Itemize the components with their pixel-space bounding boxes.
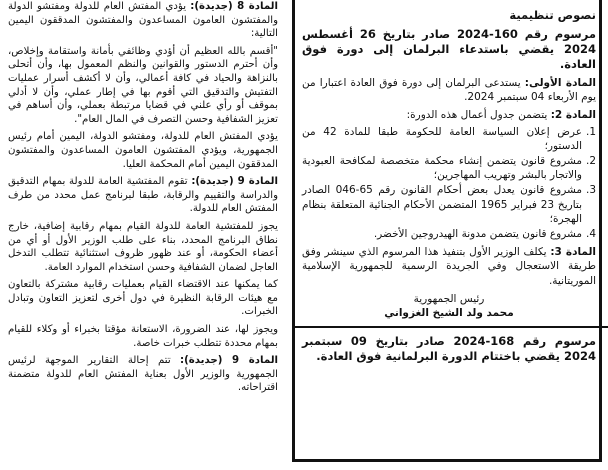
decree-1-title: مرسوم رقم 160-2024 صادر بتاريخ 26 أغسطس 2024 يقضي باستدعاء البرلمان إلى دورة فوق العادة. [302, 27, 596, 71]
agenda-item: 2. مشروع قانون يتضمن إنشاء محكمة متخصصة لمكافحة العبودية والاتجار بالبشر وتهريب المهاجرين؛ [302, 155, 596, 182]
agenda-list [302, 125, 596, 242]
agenda-item: 1. عرض إعلان السياسة العامة للحكومة طبقا للمادة 42 من الدستور؛ [302, 125, 596, 152]
article-8-title: المادة 8 (جديدة): [190, 1, 278, 12]
section-heading: نصوص تنظيمية [509, 8, 596, 22]
article-1-text: يستدعى البرلمان إلى دورة فوق العادة اعتبارا من يوم الأربعاء 04 سبتمبر 2024. [302, 77, 596, 104]
article-9b-title: المادة 9 (جديدة): [180, 355, 279, 367]
article-8 [8, 0, 278, 41]
article-3-text: يكلف الوزير الأول بتنفيذ هذا المرسوم الذي سينشر وفق طريقة الاستعجال وفي الجريدة الرسمية للجمهورية الإسلامية الموريتانية. [302, 246, 596, 287]
article-8-after: يؤدي المفتش العام للدولة، ومفتشو الدولة، اليمين أمام رئيس الجمهورية، ويؤدي المفتشون العامون المساعدون والمفتشون المدققون اليمين أمام المحكمة العليا. [8, 131, 278, 170]
article-8-oath: "أقسم بالله العظيم أن أؤدي وظائفي بأمانة واستقامة وإخلاص، وأن أحترم الدستور والقوانين والنظم المعمول بها، وأن أتحلى بالنزاهة والحياد في كافة أعمالي، وأن لا أكشف أسرار عمليات التفتيش والتدقيق التي أقوم بها في إطار عملي، وأن لا أدلي بموقف أو رأي علني في قضايا مرتبطة بعملي، وأن أساهم في تعزيز الشفافية وحسن التصرف في المال العام". [8, 45, 278, 125]
article-1-title: المادة الأولى: [524, 77, 596, 89]
article-9-p1: تقوم المفتشية العامة للدولة بمهام التدقيق والدراسة والتقييم والرقابة، طبقا لبرنامج عمل محدد من طرف المفتش العام للدولة. [8, 176, 278, 215]
article-3-title: المادة 3: [550, 246, 596, 259]
article-9-p4: ويجوز لها، عند الضرورة، الاستعانة مؤقتا بخبراء أو وكلاء للقيام بمهام محددة تتطلب خبرات خاصة. [8, 324, 278, 349]
article-9b-text: تتم إحالة التقارير الموجهة لرئيس الجمهورية والوزير الأول بعناية المفتش العام للدولة متضمنة اقتراحاته. [8, 355, 278, 394]
agenda-item: 3. مشروع قانون يعدل بعض أحكام القانون رقم 65-046 الصادر بتاريخ 23 فبراير 1965 المتضمن الأحكام الجنائية المتعلقة بنظام الهجرة؛ [302, 184, 596, 225]
article-9-title: المادة 9 (جديدة): [191, 176, 278, 188]
left-column [0, 0, 284, 470]
article-2-title: المادة 2: [550, 109, 596, 122]
signer-role: رئيس الجمهورية [413, 292, 485, 305]
agenda-item: 4. مشروع قانون يتضمن مدونة الهيدروجين الأخضر. [373, 228, 596, 241]
decree-2-title: مرسوم رقم 168-2024 صادر بتاريخ 09 سبتمبر 2024 يقضي باختتام الدورة البرلمانية فوق العادة. [302, 334, 596, 364]
article-9-p2: يجوز للمفتشية العامة للدولة القيام بمهام رقابية إضافية، خارج نطاق البرنامج المحدد، بناء على طلب الوزير الأول أو أي من أعضاء الحكومة، أو عند ظهور ظروف استثنائية تتطلب التدخل العاجل لضمان الشفافية وحسن استخدام الموارد العامة. [8, 220, 278, 273]
article-2-text: يتضمن جدول أعمال هذه الدورة: [406, 109, 548, 122]
signer-name: محمد ولد الشيخ الغزواني [384, 307, 514, 320]
right-column [292, 0, 608, 470]
article-8-intro: يؤدي المفتش العام للدولة ومفتشو الدولة والمفتشون العامون المساعدون والمفتشون المدققون اليمين التالية: [8, 1, 278, 40]
article-9-p3: كما يمكنها عند الاقتضاء القيام بعمليات رقابية مشتركة بالتعاون مع هيئات الرقابة النظيرة في دول أخرى لتعزيز التعاون وتبادل الخبرات. [8, 279, 278, 318]
article-9 [8, 175, 278, 216]
article-9b [8, 354, 278, 395]
